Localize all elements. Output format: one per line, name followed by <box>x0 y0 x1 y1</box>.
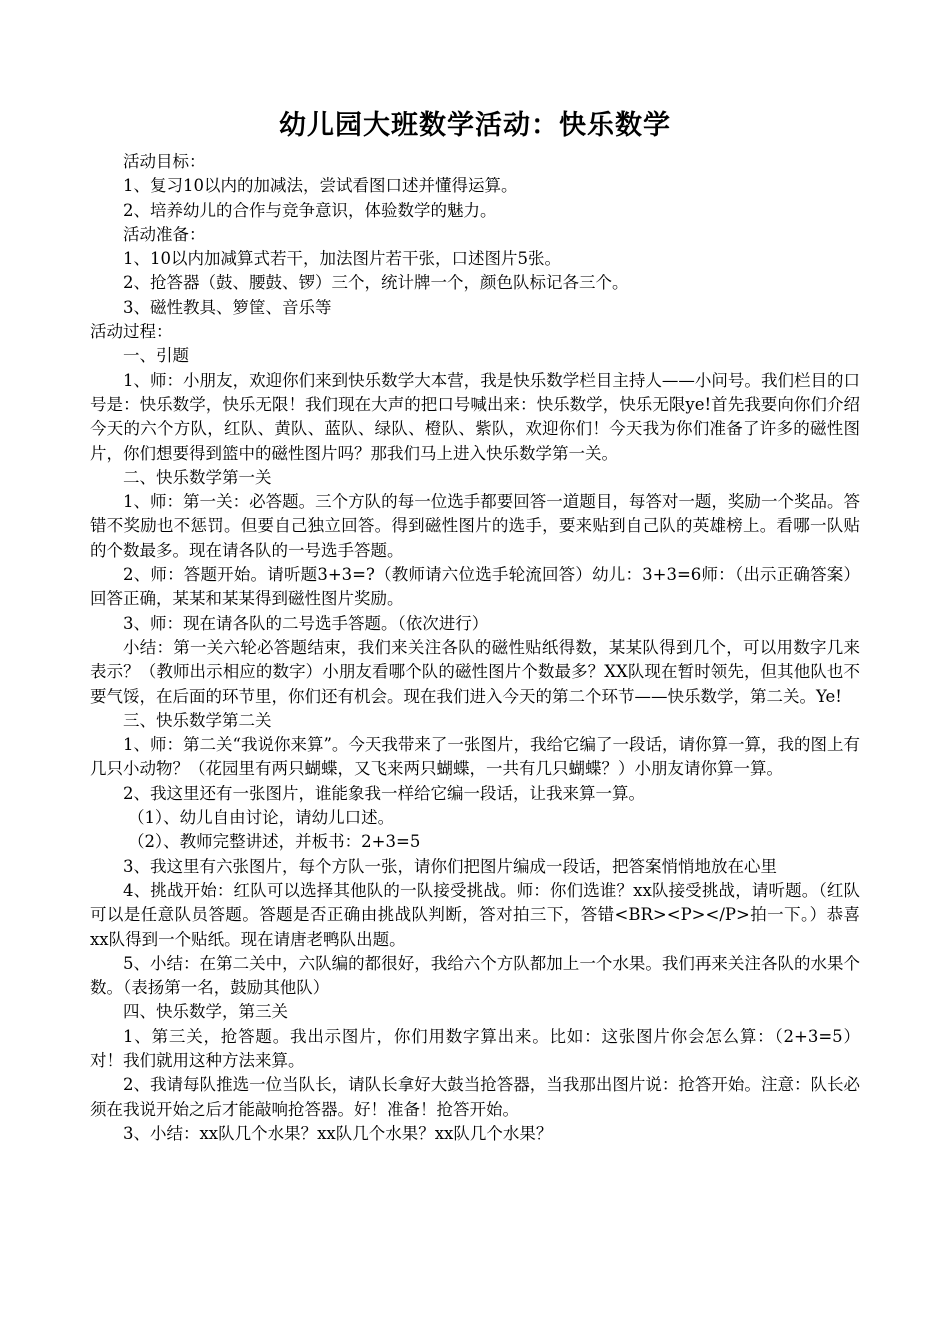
summary-paragraph: 3、小结：xx队几个水果？xx队几个水果？xx队几个水果？ <box>123 1123 553 1143</box>
body-paragraph: 3、师：现在请各队的二号选手答题。（依次进行） <box>123 613 489 633</box>
subsection-heading: 一、引题 <box>123 346 189 366</box>
section-heading-preparation: 活动准备： <box>123 224 206 244</box>
preparation-item: 2、抢答器（鼓、腰鼓、锣）三个，统计牌一个，颜色队标记各三个。 <box>123 273 629 293</box>
sub-item: （1）、幼儿自由讨论，请幼儿口述。 <box>127 808 395 828</box>
body-paragraph: 1、师：第二关“我说你来算”。今天我带来了一张图片，我给它编了一段话，请你算一算，我的图上有几只小动物？（花园里有两只蝴蝶，又飞来两只蝴蝶，一共有几只蝴蝶？）小朋友请你算一算。 <box>90 735 860 779</box>
preparation-item: 1、10以内加减算式若干，加法图片若干张，口述图片5张。 <box>123 249 561 269</box>
goal-item: 1、复习10以内的加减法，尝试看图口述并懂得运算。 <box>123 176 518 196</box>
goal-item: 2、培养幼儿的合作与竞争意识，体验数学的魅力。 <box>123 200 497 220</box>
body-paragraph: 2、我这里还有一张图片，谁能象我一样给它编一段话，让我来算一算。 <box>123 783 645 803</box>
document-body <box>90 150 860 1146</box>
preparation-item: 3、磁性教具、箩筐、音乐等 <box>123 297 332 317</box>
section-heading-goals: 活动目标： <box>123 152 206 171</box>
body-paragraph: 1、第三关，抢答题。我出示图片，你们用数字算出来。比如：这张图片你会怎么算：（2+3=5）对！我们就用这种方法来算。 <box>90 1026 860 1070</box>
section-heading-process: 活动过程： <box>90 322 173 342</box>
sub-item: （2）、教师完整讲述，并板书：2+3=5 <box>127 832 421 852</box>
document-title: 幼儿园大班数学活动：快乐数学 <box>279 110 671 141</box>
summary-paragraph: 小结：第一关六轮必答题结束，我们来关注各队的磁性贴纸得数，某某队得到几个，可以用数字几来表示？（教师出示相应的数字）小朋友看哪个队的磁性图片个数最多？XX队现在暂时领先，但其他队也不要气馁，在后面的环节里，你们还有机会。现在我们进入今天的第二个环节——快乐数学，第二关。Ye! <box>90 637 860 706</box>
summary-paragraph: 5、小结：在第二关中，六队编的都很好，我给六个方队都加上一个水果。我们再来关注各队的水果个数。（表扬第一名，鼓励其他队） <box>90 953 860 998</box>
body-paragraph: 4、挑战开始：红队可以选择其他队的一队接受挑战。师：你们选谁？xx队接受挑战，请听题。（红队可以是任意队员答题。答题是否正确由挑战队判断，答对拍三下，答错<BR><P></P>拍一下。）恭喜xx队得到一个贴纸。现在请唐老鸭队出题。 <box>90 880 860 949</box>
body-paragraph: 3、我这里有六张图片，每个方队一张，请你们把图片编成一段话，把答案悄悄地放在心里 <box>123 856 777 876</box>
body-paragraph: 2、师：答题开始。请听题3+3=?（教师请六位选手轮流回答）幼儿：3+3=6师：（出示正确答案）回答正确，某某和某某得到磁性图片奖励。 <box>90 565 860 609</box>
body-paragraph: 1、师：小朋友，欢迎你们来到快乐数学大本营，我是快乐数学栏目主持人——小问号。我们栏目的口号是：快乐数学，快乐无限！我们现在大声的把口号喊出来：快乐数学，快乐无限ye!首先我要向你们介绍今天的六个方队，红队、黄队、蓝队、绿队、橙队、紫队，欢迎你们！今天我为你们准备了许多的磁性图片，你们想要得到篮中的磁性图片吗？那我们马上进入快乐数学第一关。 <box>90 370 860 463</box>
body-paragraph: 1、师：第一关：必答题。三个方队的每一位选手都要回答一道题目，每答对一题，奖励一个奖品。答错不奖励也不惩罚。但要自己独立回答。得到磁性图片的选手，要来贴到自己队的英雄榜上。看哪一队贴的个数最多。现在请各队的一号选手答题。 <box>90 492 860 560</box>
body-paragraph: 2、我请每队推选一位当队长，请队长拿好大鼓当抢答器，当我那出图片说：抢答开始。注意：队长必须在我说开始之后才能敲响抢答器。好！准备！抢答开始。 <box>90 1075 860 1119</box>
subsection-heading: 二、快乐数学第一关 <box>123 467 272 487</box>
subsection-heading: 三、快乐数学第二关 <box>123 710 272 730</box>
subsection-heading: 四、快乐数学，第三关 <box>123 1002 288 1022</box>
